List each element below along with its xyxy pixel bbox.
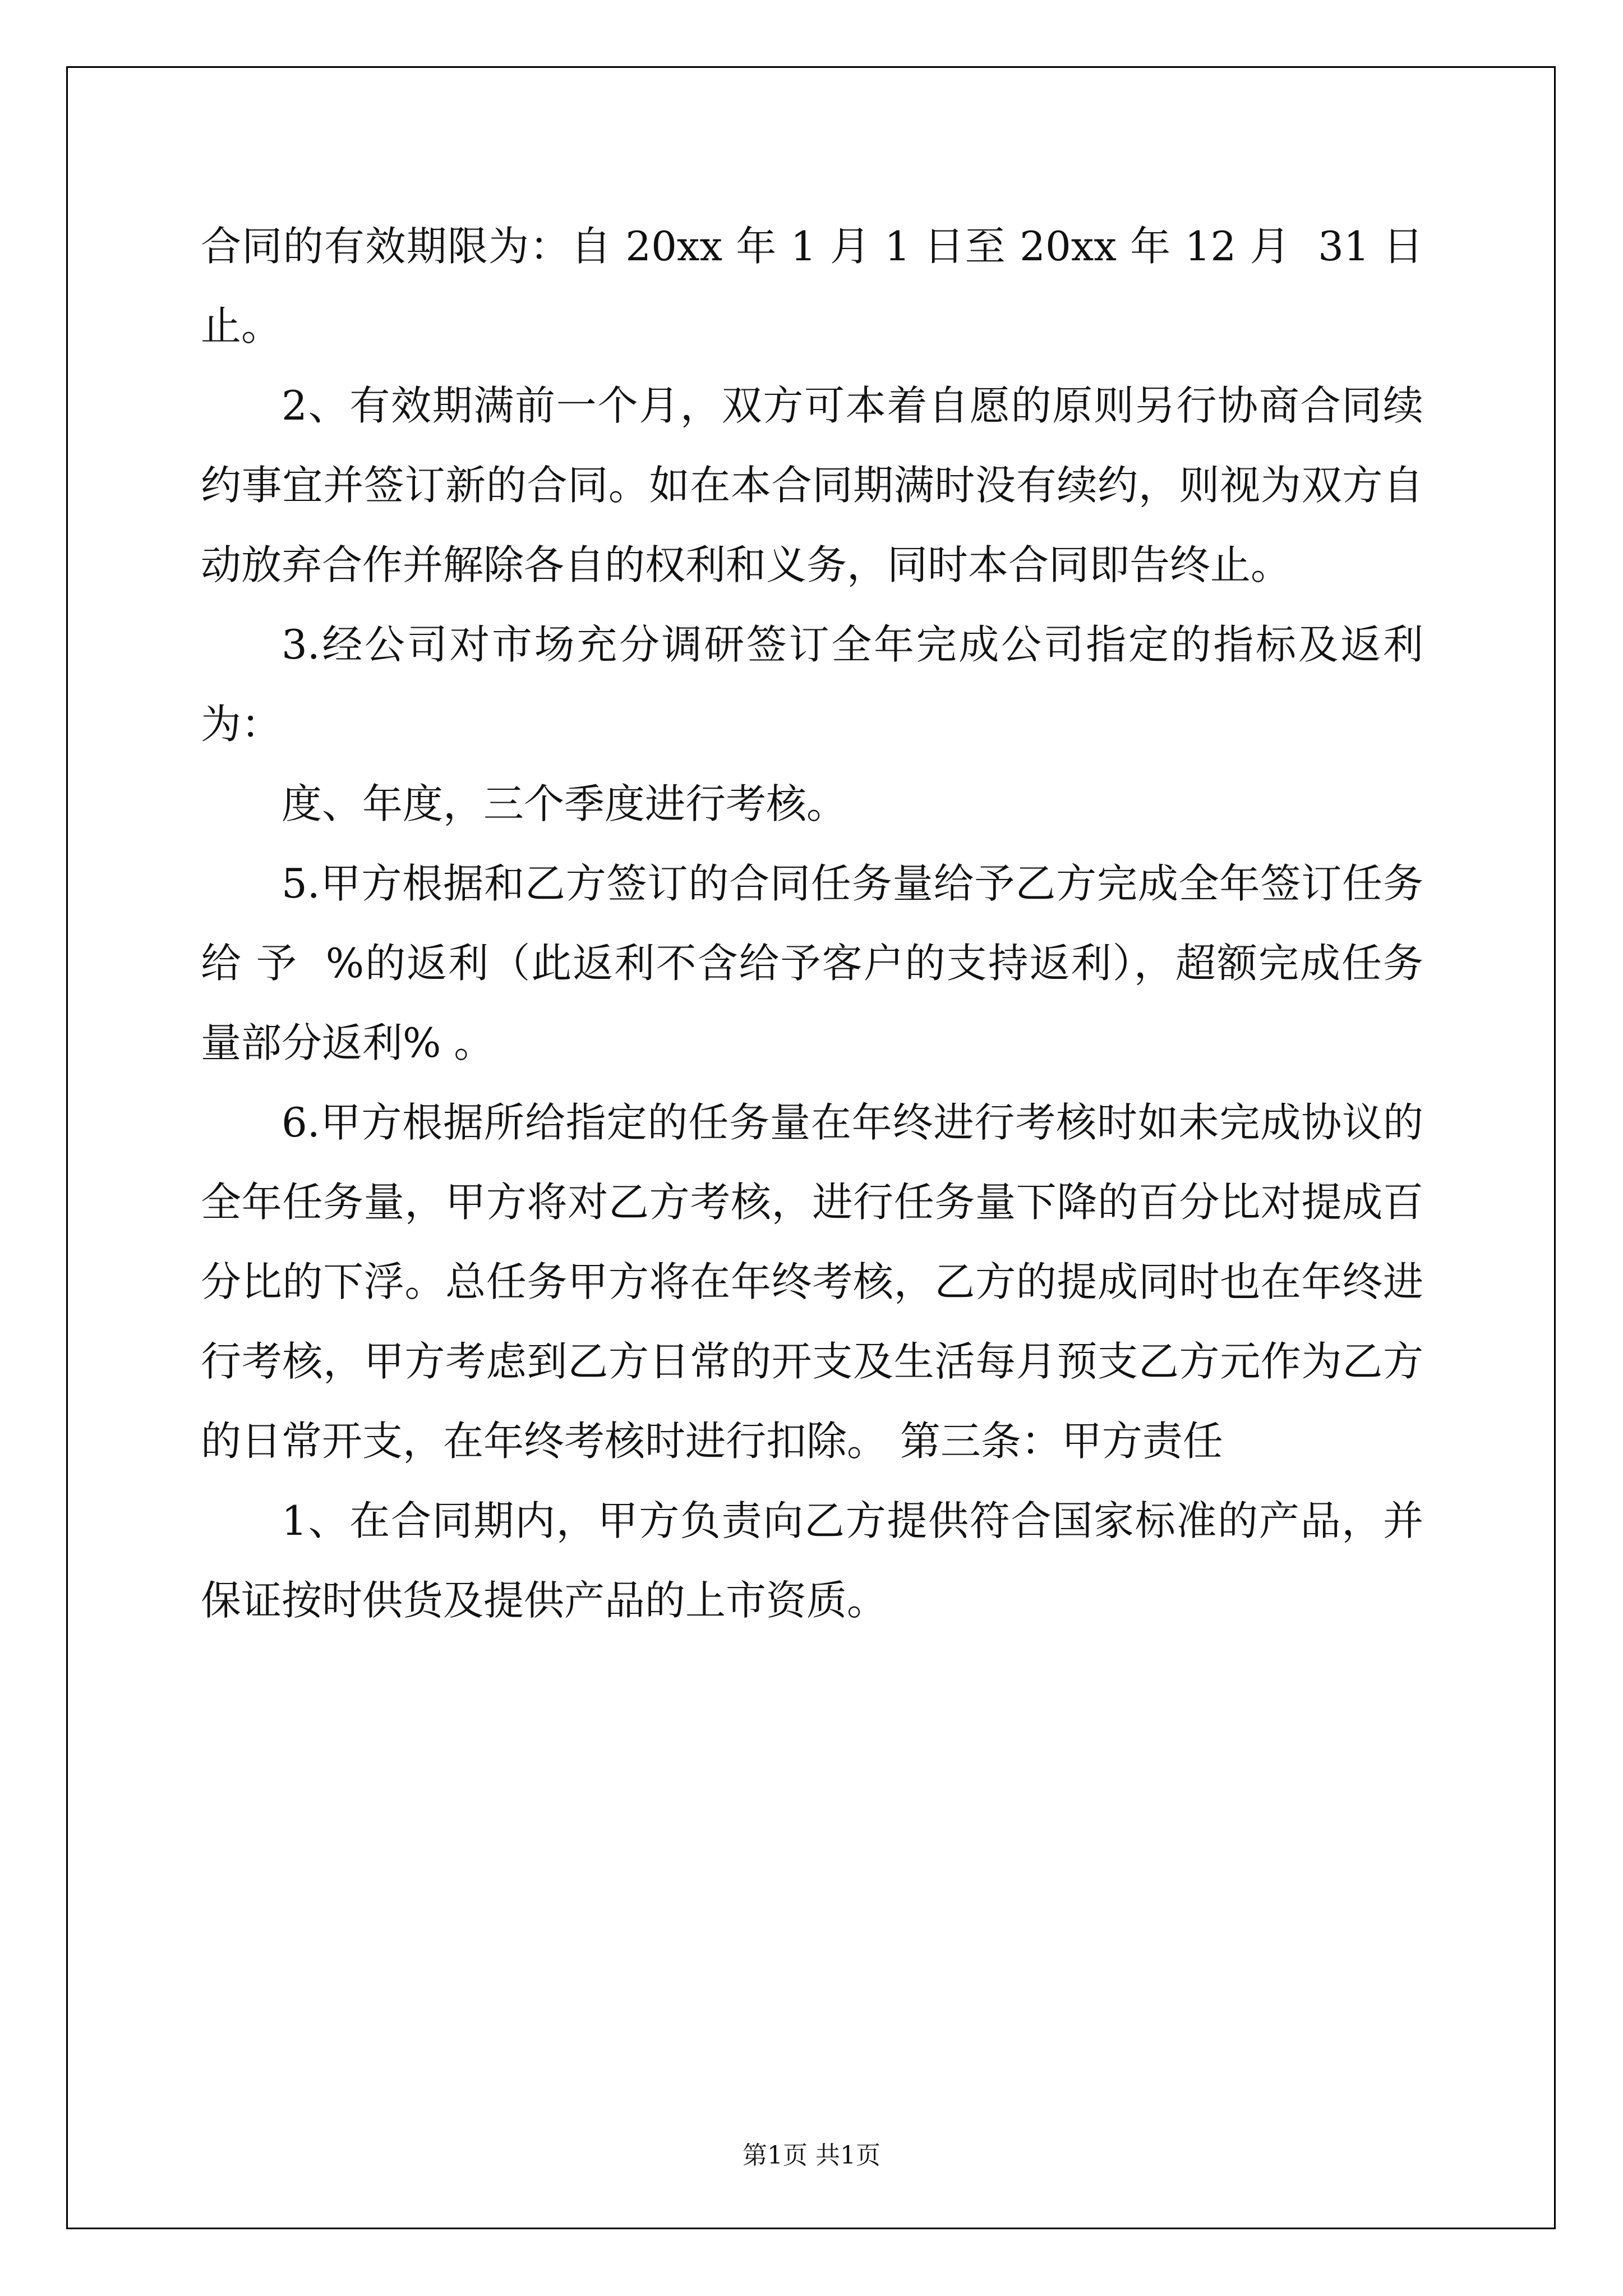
paragraph-2: 2、有效期满前一个月，双方可本着自愿的原则另行协商合同续约事宜并签订新的合同。如在本合同期满时没有续约，则视为双方自动放弃合作并解除各自的权利和义务，同时本合同即告终止。 [201,382,1423,588]
document-body [201,206,1423,1640]
paragraph-1: 合同的有效期限为：自 20xx 年 1 月 1 日至 20xx 年 12 月 31 日止。 [201,223,1423,349]
paragraph-4: 度、年度，三个季度进行考核。 [282,780,847,827]
paragraph-7: 1、在合同期内，甲方负责向乙方提供符合国家标准的产品，并保证按时供货及提供产品的上市资质。 [201,1497,1423,1624]
page-footer: 第1页 共1页 [743,2141,880,2170]
paragraph-6: 6.甲方根据所给指定的任务量在年终进行考核时如未完成协议的全年任务量，甲方将对乙方考核，进行任务量下降的百分比对提成百分比的下浮。总任务甲方将在年终考核，乙方的提成同时也在年终进行考核，甲方考虑到乙方日常的开支及生活每月预支乙方元作为乙方的日常开支，在年终考核时进行扣除。 第三条：甲方责任 [201,1099,1423,1465]
paragraph-5: 5.甲方根据和乙方签订的合同任务量给予乙方完成全年签订任务给 予 %的返利（此返利不含给予客户的支持返利），超额完成任务量部分返利% 。 [201,860,1423,1066]
paragraph-3: 3.经公司对市场充分调研签订全年完成公司指定的指标及返利为： [201,621,1423,748]
